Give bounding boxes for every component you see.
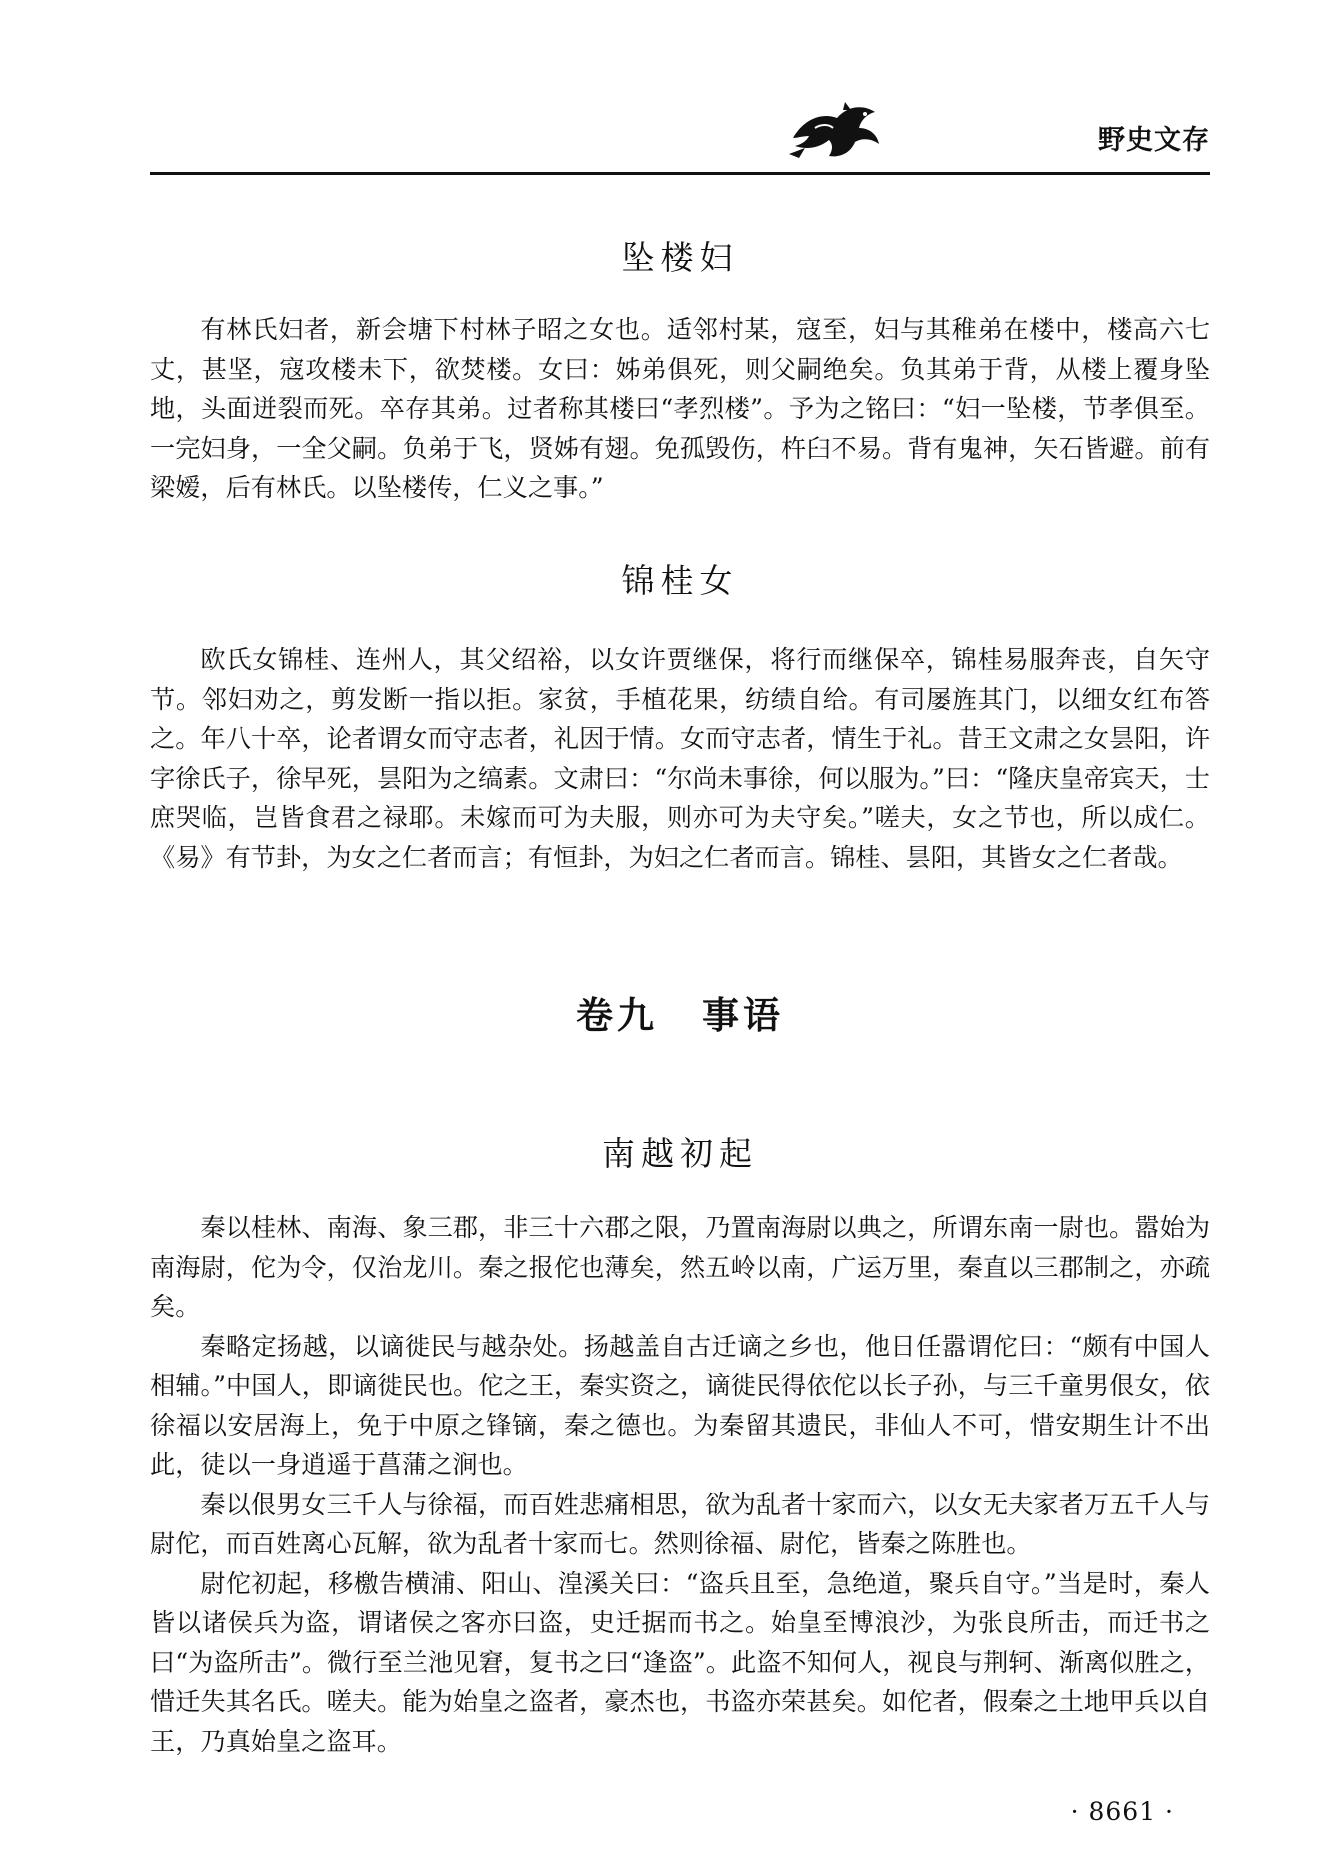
section-title: 南越初起: [602, 1134, 758, 1173]
paragraph: 有林氏妇者，新会塘下村林子昭之女也。适邻村某，寇至，妇与其稚弟在楼中，楼高六七丈，甚坚，寇攻楼未下，欲焚楼。女曰：姊弟俱死，则父嗣绝矣。负其弟于背，从楼上覆身坠地，头面迸裂而死。卒存其弟。过者称其楼曰“孝烈楼”。予为之铭曰：“妇一坠楼，节孝俱至。一完妇身，一全父嗣。负弟于飞，贤姊有翅。免孤毁伤，杵臼不易。背有鬼神，矢石皆避。前有梁嫒，后有林氏。以坠楼传，仁义之事。”: [150, 315, 1210, 502]
paragraph: 秦以桂林、南海、象三郡，非三十六郡之限，乃置南海尉以典之，所谓东南一尉也。嚣始为南海尉，佗为令，仅治龙川。秦之报佗也薄矣，然五岭以南，广运万里，秦直以三郡制之，亦疏矣。: [150, 1213, 1210, 1321]
section-title: 坠楼妇: [621, 238, 739, 277]
chapter-name: 事语: [702, 994, 784, 1037]
section-title: 锦桂女: [621, 561, 739, 600]
page-header: [150, 92, 1210, 175]
dragon-emblem-icon: [785, 98, 885, 164]
paragraph: 秦略定扬越，以谪徙民与越杂处。扬越盖自古迁谪之乡也，他日任嚣谓佗曰：“颇有中国人相辅。”中国人，即谪徙民也。佗之王，秦实资之，谪徙民得依佗以长子孙，与三千童男佷女，依徐福以安居海上，免于中原之锋镝，秦之德也。为秦留其遗民，非仙人不可，惜安期生计不出此，徒以一身逍遥于菖蒲之涧也。: [150, 1331, 1210, 1479]
paragraph: 秦以佷男女三千人与徐福，而百姓悲痛相思，欲为乱者十家而六，以女无夫家者万五千人与尉佗，而百姓离心瓦解，欲为乱者十家而七。然则徐福、尉佗，皆秦之陈胜也。: [150, 1489, 1210, 1558]
section-body: [150, 1208, 1210, 1761]
page-number: · 8661 ·: [1070, 1797, 1174, 1826]
section-body: [150, 310, 1210, 508]
series-title: 野史文存: [1098, 125, 1210, 156]
chapter-title: [150, 985, 1210, 1039]
paragraph: 尉佗初起，移檄告横浦、阳山、湟溪关曰：“盗兵且至，急绝道，聚兵自守。”当是时，秦人皆以诸侯兵为盗，谓诸侯之客亦曰盗，史迁据而书之。始皇至博浪沙，为张良所击，而迁书之曰“为盗所击”。微行至兰池见窘，复书之曰“逢盗”。此盗不知何人，视良与荆轲、渐离似胜之，惜迁失其名氏。嗟夫。能为始皇之盗者，豪杰也，书盗亦荣甚矣。如佗者，假秦之土地甲兵以自王，乃真始皇之盗耳。: [150, 1568, 1210, 1756]
paragraph: 欧氏女锦桂、连州人，其父绍裕，以女许贾继保，将行而继保卒，锦桂易服奔丧，自矢守节。邻妇劝之，剪发断一指以拒。家贫，手植花果，纺绩自给。有司屡旌其门，以细女红布答之。年八十卒，论者谓女而守志者，礼因于情。女而守志者，情生于礼。昔王文肃之女昙阳，许字徐氏子，徐早死，昙阳为之缟素。文肃曰：“尔尚未事徐，何以服为。”曰：“隆庆皇帝宾天，士庶哭临，岂皆食君之禄耶。未嫁而可为夫服，则亦可为夫守矣。”嗟夫，女之节也，所以成仁。《易》有节卦，为女之仁者而言；有恒卦，为妇之仁者而言。锦桂、昙阳，其皆女之仁者哉。: [150, 645, 1210, 872]
chapter-volume: 卷九: [576, 994, 658, 1037]
section-body: [150, 640, 1210, 877]
